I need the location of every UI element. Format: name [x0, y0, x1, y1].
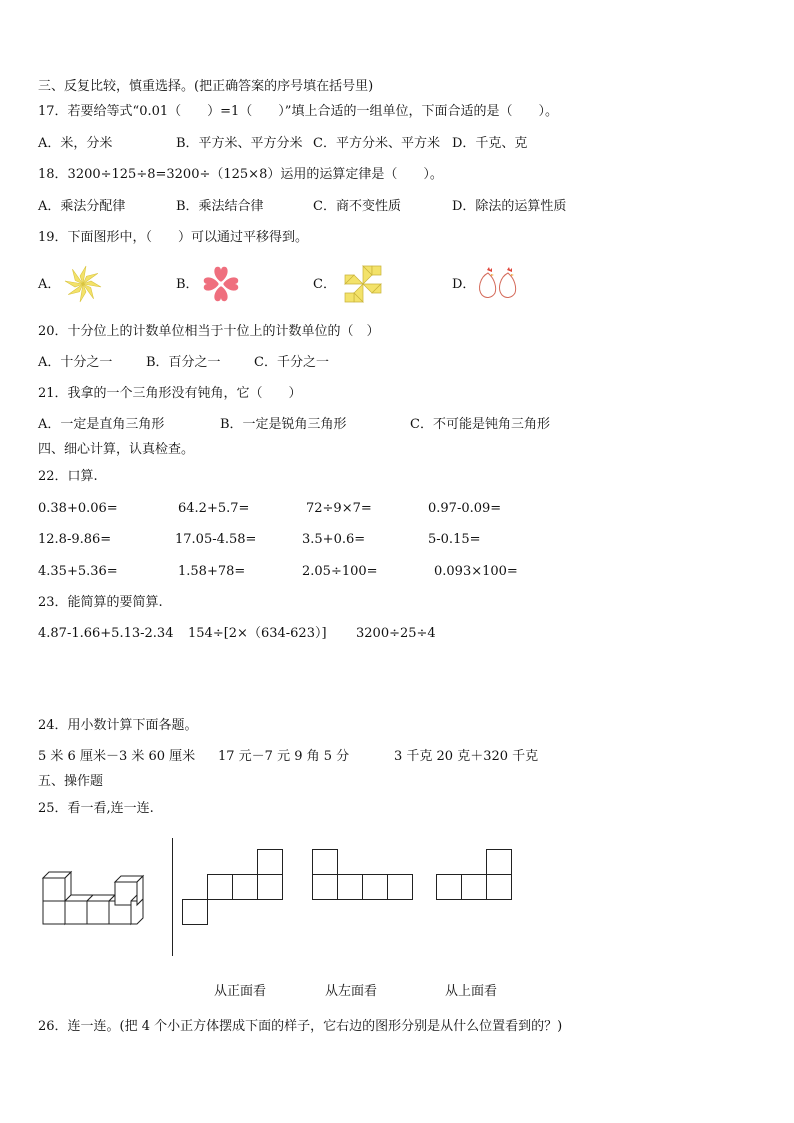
- q19-option-a[interactable]: A．: [38, 277, 61, 292]
- calc-item: 4.35+5.36=: [38, 564, 118, 579]
- q19-option-d[interactable]: D．: [452, 277, 476, 292]
- twin-hens-icon: [476, 265, 522, 301]
- calc-item: 64.2+5.7=: [178, 501, 250, 516]
- q22-stem: 22．口算.: [38, 469, 98, 484]
- q17-option-c[interactable]: C．平方分米、平方米: [313, 136, 440, 151]
- pinwheel-yellow-icon: [62, 263, 104, 305]
- calc-item: 0.093×100=: [434, 564, 518, 579]
- q18-stem: 18．3200÷125÷8=3200÷（125×8）运用的运算定律是（ ）。: [38, 167, 443, 182]
- calc-item: 3.5+0.6=: [302, 532, 366, 547]
- view-grid-3[interactable]: [435, 848, 513, 901]
- yellow-pinwheel-square-icon: [342, 263, 384, 305]
- section3-title: 三、反复比较，慎重选择。(把正确答案的序号填在括号里): [38, 79, 374, 94]
- cube-arrangement-figure: [40, 868, 156, 928]
- q24-stem: 24．用小数计算下面各题。: [38, 718, 198, 733]
- view-label-front[interactable]: 从正面看: [214, 984, 267, 999]
- calc-item: 0.97-0.09=: [428, 501, 502, 516]
- calc-item: 1.58+78=: [178, 564, 246, 579]
- decimal-item: 3 千克 20 克＋320 千克: [394, 749, 539, 764]
- q17-option-d[interactable]: D．千克、克: [452, 136, 528, 151]
- decimal-item: 5 米 6 厘米－3 米 60 厘米: [38, 749, 196, 764]
- simplify-item: 3200÷25÷4: [356, 626, 436, 641]
- calc-item: 0.38+0.06=: [38, 501, 118, 516]
- view-grid-2[interactable]: [311, 848, 414, 901]
- q20-option-a[interactable]: A．十分之一: [38, 355, 113, 370]
- pink-flower-icon: [200, 263, 242, 305]
- q17-stem: 17．若要给等式“0.01（ ）=1（ ）”填上合适的一组单位，下面合适的是（ ）。: [38, 104, 558, 119]
- q19-option-c[interactable]: C．: [313, 277, 336, 292]
- view-label-left[interactable]: 从左面看: [325, 984, 378, 999]
- q17-option-a[interactable]: A．米，分米: [38, 136, 113, 151]
- section5-title: 五、操作题: [38, 774, 104, 789]
- calc-item: 2.05÷100=: [302, 564, 378, 579]
- q21-option-b[interactable]: B．一定是锐角三角形: [220, 417, 347, 432]
- calc-item: 72÷9×7=: [306, 501, 372, 516]
- simplify-item: 154÷[2×（634-623）]: [188, 626, 327, 641]
- q20-option-c[interactable]: C．千分之一: [254, 355, 329, 370]
- simplify-item: 4.87-1.66+5.13-2.34: [38, 626, 174, 641]
- calc-item: 17.05-4.58=: [175, 532, 257, 547]
- q17-option-b[interactable]: B．平方米、平方分米: [176, 136, 303, 151]
- section4-title: 四、细心计算，认真检查。: [38, 442, 195, 457]
- q21-stem: 21．我拿的一个三角形没有钝角，它（ ）: [38, 386, 302, 401]
- q25-stem: 25．看一看,连一连.: [38, 801, 154, 816]
- q18-option-d[interactable]: D．除法的运算性质: [452, 199, 567, 214]
- q20-option-b[interactable]: B．百分之一: [146, 355, 221, 370]
- view-grid-1[interactable]: [182, 848, 284, 926]
- calc-item: 12.8-9.86=: [38, 532, 112, 547]
- q19-option-b[interactable]: B．: [176, 277, 199, 292]
- q18-option-b[interactable]: B．乘法结合律: [176, 199, 264, 214]
- q18-option-c[interactable]: C．商不变性质: [313, 199, 401, 214]
- vertical-divider: [172, 838, 173, 956]
- q19-stem: 19．下面图形中，（ ）可以通过平移得到。: [38, 230, 309, 245]
- decimal-item: 17 元－7 元 9 角 5 分: [218, 749, 350, 764]
- view-label-top[interactable]: 从上面看: [445, 984, 498, 999]
- q26-stem: 26．连一连。(把 4 个小正方体摆成下面的样子，它右边的图形分别是从什么位置看到的？): [38, 1019, 563, 1034]
- q20-stem: 20．十分位上的计数单位相当于十位上的计数单位的（ ）: [38, 324, 380, 339]
- calc-item: 5-0.15=: [428, 532, 481, 547]
- q18-option-a[interactable]: A．乘法分配律: [38, 199, 126, 214]
- q21-option-a[interactable]: A．一定是直角三角形: [38, 417, 165, 432]
- q21-option-c[interactable]: C．不可能是钝角三角形: [410, 417, 550, 432]
- q23-stem: 23．能简算的要简算.: [38, 595, 163, 610]
